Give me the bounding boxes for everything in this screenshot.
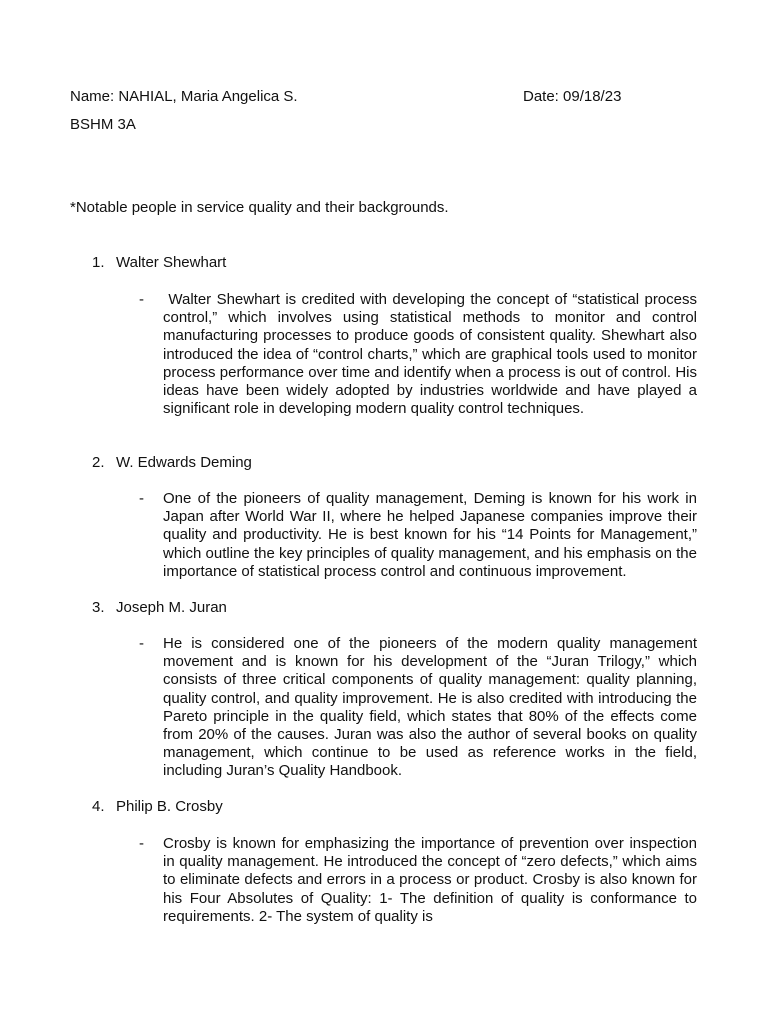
- list-item-description: Walter Shewhart is credited with developing the concept of “statistical process control,” which involves using statistical methods to monitor and control manufacturing processes to produce goods of consistent quality. Shewhart also introduced the idea of “control charts,” which are graphical tools used to monitor process performance over time and identify when a process is out of control. His ideas have been widely adopted by industries worldwide and have played a significant role in developing modern quality control techniques.: [163, 291, 697, 418]
- list-item-description: Crosby is known for emphasizing the importance of prevention over inspection in quality management. He introduced the concept of “zero defects,” which aims to eliminate defects and errors in a process or product. Crosby is also known for his Four Absolutes of Quality: 1- The definition of quality is conformance to requirements. 2- The system of quality is: [163, 835, 697, 925]
- intro-heading: *Notable people in service quality and their backgrounds.: [70, 199, 449, 216]
- document-date: Date: 09/18/23: [523, 88, 622, 105]
- list-item-number: 3.: [92, 599, 105, 616]
- list-item-name: Walter Shewhart: [116, 254, 227, 271]
- list-item-number: 4.: [92, 798, 105, 815]
- list-item-name: W. Edwards Deming: [116, 454, 252, 471]
- list-item-description: He is considered one of the pioneers of the modern quality management movement and is known for his development of the “Juran Trilogy,” which consists of three critical components of quality management: quality planning, quality control, and quality improvement. He is also credited with introducing the Pareto principle in the quality field, which states that 80% of the effects come from 20% of the causes. Juran was also the author of several books on quality management, which continue to be used as reference works in the field, including Juran’s Quality Handbook.: [163, 635, 697, 780]
- list-item-name: Joseph M. Juran: [116, 599, 227, 616]
- list-item-heading: [92, 254, 226, 272]
- student-name: Name: NAHIAL, Maria Angelica S.: [70, 88, 298, 105]
- list-item-number: 1.: [92, 254, 105, 271]
- class-section: BSHM 3A: [70, 116, 136, 133]
- list-item-name: Philip B. Crosby: [116, 798, 223, 815]
- bullet-dash: -: [139, 490, 144, 507]
- list-item-description: One of the pioneers of quality management, Deming is known for his work in Japan after World War II, where he helped Japanese companies improve their quality and productivity. He is best known for his “14 Points for Management,” which outline the key principles of quality management, and his emphasis on the importance of statistical process control and continuous improvement.: [163, 490, 697, 580]
- list-item-heading: [92, 454, 252, 472]
- bullet-dash: -: [139, 835, 144, 852]
- list-item-heading: [92, 798, 223, 816]
- list-item-number: 2.: [92, 454, 105, 471]
- bullet-dash: -: [139, 291, 144, 308]
- list-item-heading: [92, 599, 227, 617]
- list-item-description-clip: [163, 835, 697, 927]
- bullet-dash: -: [139, 635, 144, 652]
